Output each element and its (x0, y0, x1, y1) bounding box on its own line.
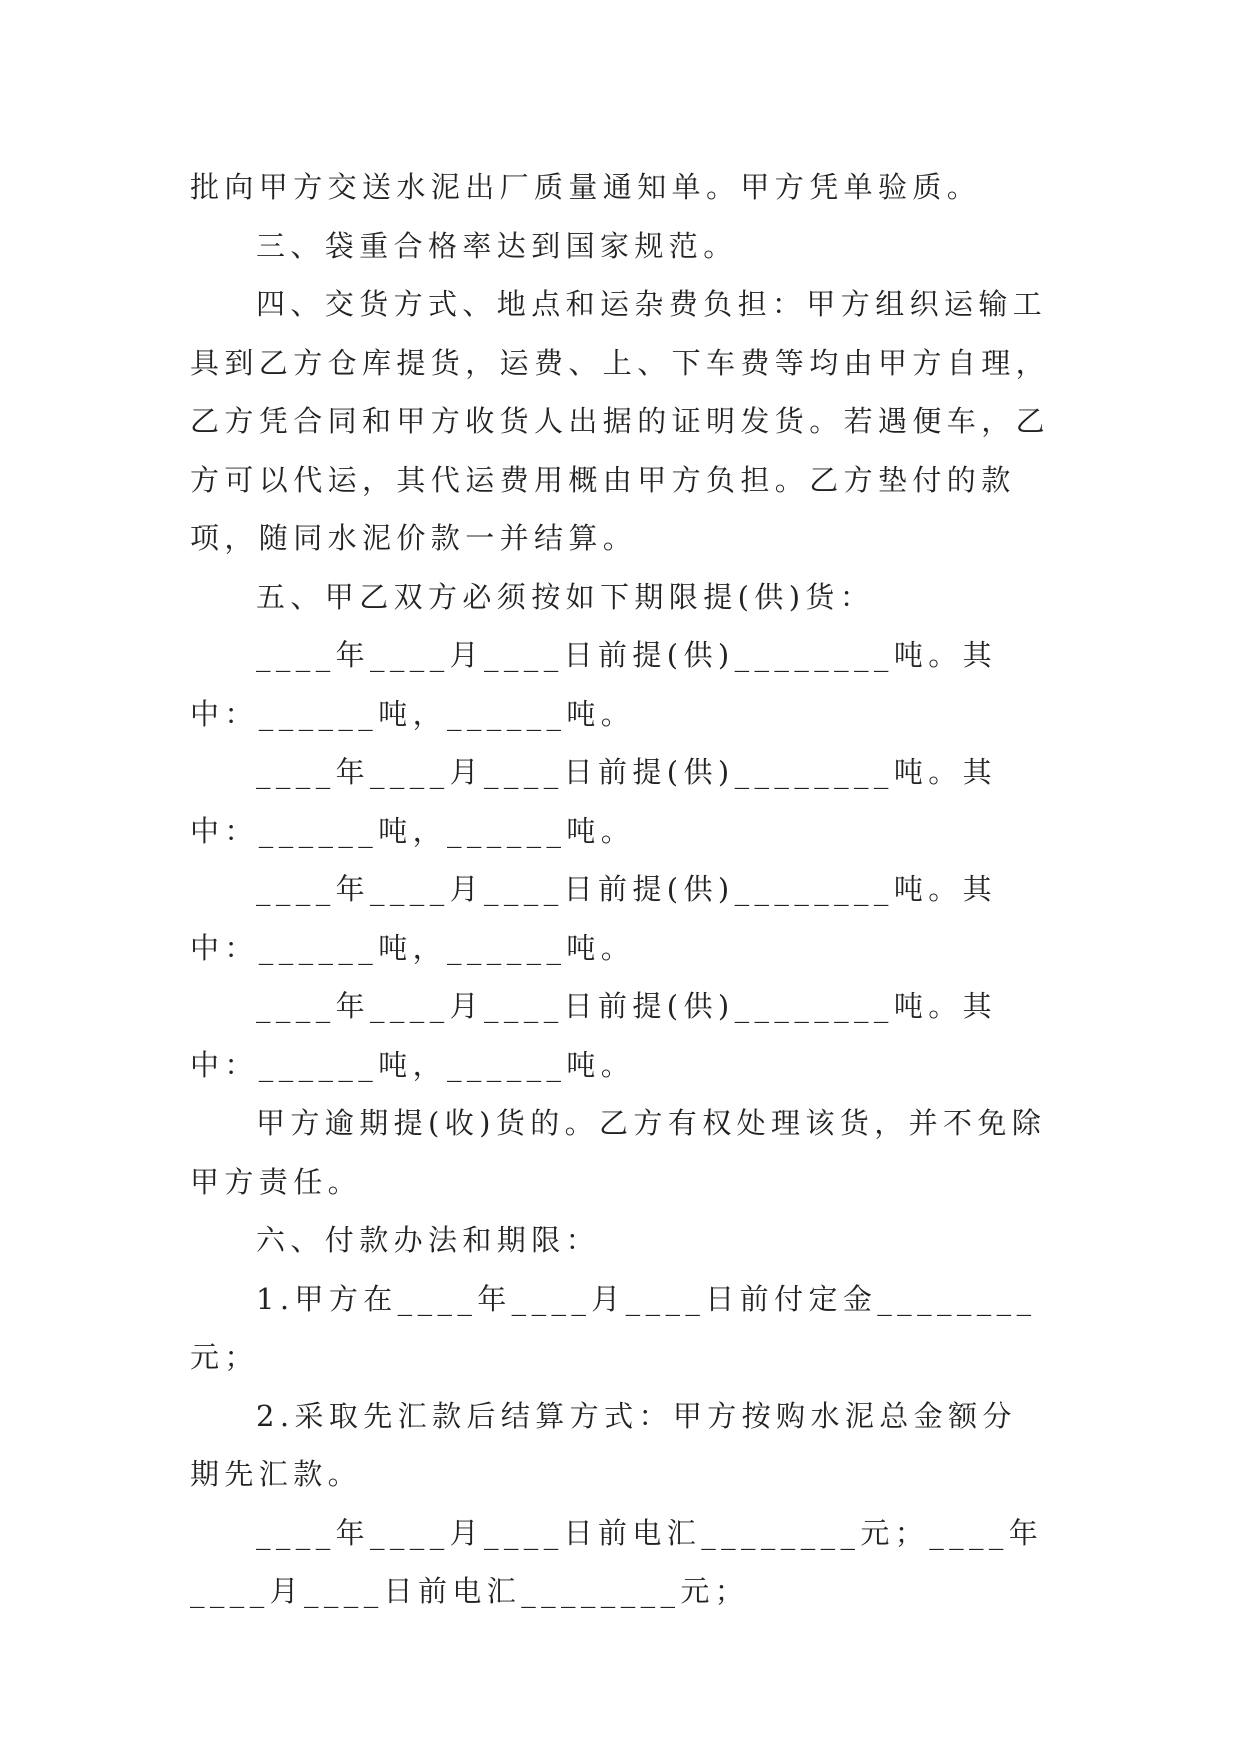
paragraph-late-pickup: 甲方逾期提(收)货的。乙方有权处理该货，并不免除甲方责任。 (190, 1106, 1047, 1199)
paragraph-clause-5: 五、甲乙双方必须按如下期限提(供)货： (256, 579, 875, 614)
paragraph-delivery-term-3: ____年____月____日前提(供)________吨。其中：______吨，______吨。 (190, 872, 998, 965)
paragraph-clause-4: 四、交货方式、地点和运杂费负担：甲方组织运输工具到乙方仓库提货，运费、上、下车费等均由甲方自理，乙方凭合同和甲方收货人出据的证明发货。若遇便车，乙方可以代运，其代运费用概由甲方负担。乙方垫付的款项，随同水泥价款一并结算。 (190, 287, 1051, 555)
paragraph-payment-1: 1.甲方在____年____月____日前付定金________元； (190, 1281, 1037, 1374)
paragraph-wire-schedule: ____年____月____日前电汇________元；____年____月____日前电汇________元； (190, 1515, 1044, 1608)
paragraph-quality-notice: 批向甲方交送水泥出厂质量通知单。甲方凭单验质。 (190, 170, 982, 204)
paragraph-payment-2: 2.采取先汇款后结算方式：甲方按购水泥总金额分期先汇款。 (190, 1398, 1017, 1491)
paragraph-delivery-term-2: ____年____月____日前提(供)________吨。其中：______吨，______吨。 (190, 755, 998, 848)
document-body (190, 158, 1050, 1621)
paragraph-delivery-term-4: ____年____月____日前提(供)________吨。其中：______吨，______吨。 (190, 989, 998, 1082)
paragraph-clause-6: 六、付款办法和期限： (256, 1223, 601, 1257)
paragraph-clause-3: 三、袋重合格率达到国家规范。 (256, 228, 738, 263)
paragraph-delivery-term-1: ____年____月____日前提(供)________吨。其中：______吨，______吨。 (190, 638, 998, 731)
